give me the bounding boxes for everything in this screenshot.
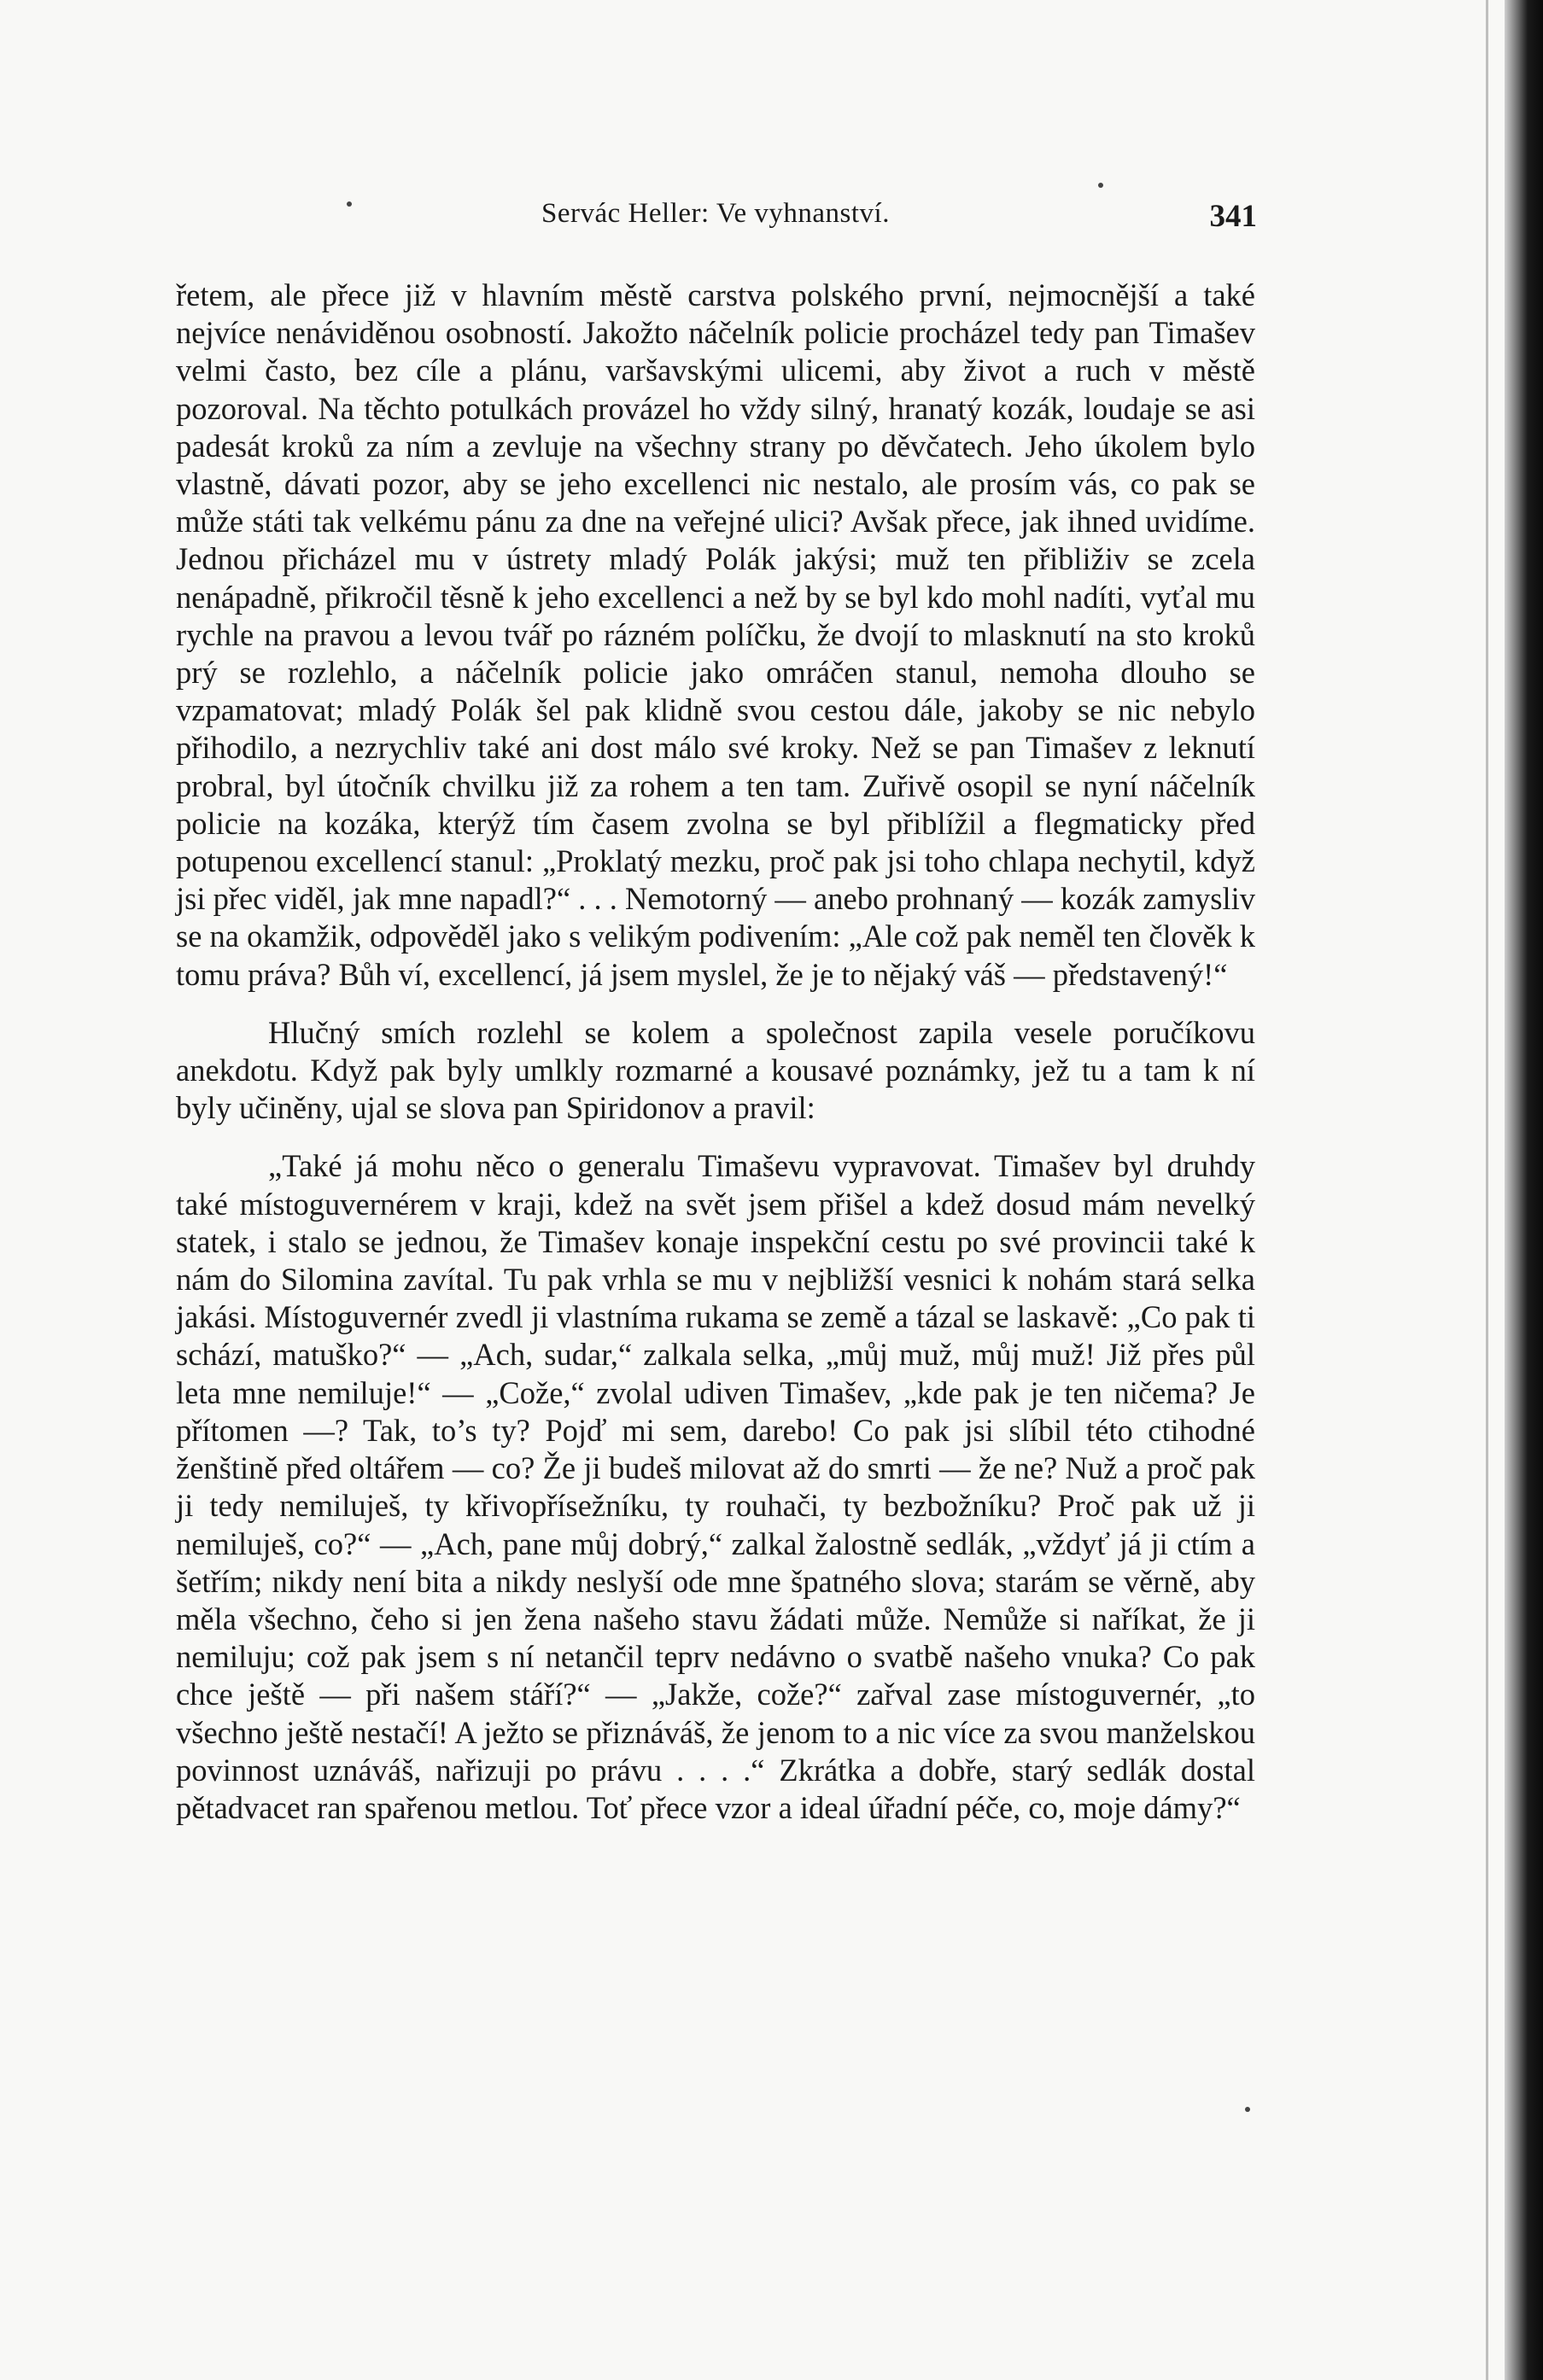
body-text [176,277,1255,1827]
speck-dot [1098,183,1103,188]
paragraph: Hlučný smích rozlehl se kolem a společnost zapila vesele poručíkovu anekdotu. Když pak byly umlkly rozmarné a kousavé poznámky, jež tu a tam k ní byly učiněny, ujal se slova pan Spiridonov a pravil: [176,1014,1255,1126]
paragraph-gap [176,1127,1255,1147]
running-header [174,198,1257,241]
page-edge-line [1486,0,1488,2380]
header-title: Servác Heller: Ve vyhnanství. [541,198,890,229]
paragraph-gap [176,994,1255,1014]
book-spine-shadow [1505,0,1543,2380]
paragraph-continued: řetem, ale přece již v hlavním městě carstva polského první, nejmocnější a také nejvíce nenáviděnou osobností. Jakožto náčelník policie procházel tedy pan Timašev velmi často, bez cíle a plánu, varšavskými ulicemi, aby život a ruch v městě pozoroval. Na těchto potulkách provázel ho vždy silný, hranatý kozák, loudaje se asi padesát kroků za ním a zevluje na všechny strany po děvčatech. Jeho úkolem bylo vlastně, dávati pozor, aby se jeho excellenci nic nestalo, ale prosím vás, co pak se může státi tak velkému pánu za dne na veřejné ulici? Avšak přece, jak ihned uvidíme. Jednou přicházel mu v ústrety mladý Polák jakýsi; muž ten přibliživ se zcela nenápadně, přikročil těsně k jeho excellenci a než by se byl kdo mohl nadíti, vyťal mu rychle na pravou a levou tvář po rázném políčku, že dvojí to mlasknutí na sto kroků prý se rozlehlo, a náčelník policie jako omráčen stanul, nemoha dlouho se vzpamatovat; mladý Polák šel pak klidně svou cestou dále, jakoby se nic nebylo přihodilo, a nezrychliv také ani dost málo své kroky. Než se pan Timašev z leknutí probral, byl útočník chvilku již za rohem a ten tam. Zuřivě osopil se nyní náčelník policie na kozáka, kterýž tím časem zvolna se byl přiblížil a flegmaticky před potupenou excellencí stanul: „Proklatý mezku, proč pak jsi toho chlapa nechytil, když jsi přec viděl, jak mne napadl?“ . . . Nemotorný — anebo prohnaný — kozák zamysliv se na okamžik, odpověděl jako s velikým podivením: „Ale což pak neměl ten člověk k tomu práva? Bůh ví, excellencí, já jsem myslel, že je to nějaký váš — představený!“ [176,277,1255,992]
page-number: 341 [1209,199,1257,234]
speck-dot [1245,2107,1250,2112]
paragraph: „Také já mohu něco o generalu Timaševu vypravovat. Timašev byl druhdy také místoguvernérem v kraji, kdež na svět jsem přišel a kdež dosud mám nevelký statek, i stalo se jednou, že Timašev konaje inspekční cestu po své provincii také k nám do Silomina zavítal. Tu pak vrhla se mu v nejbližší vesnici k nohám stará selka jakási. Místoguvernér zvedl ji vlastníma rukama se země a tázal se laskavě: „Co pak ti schází, matuško?“ — „Ach, sudar,“ zalkala selka, „můj muž, můj muž! Již přes půl leta mne nemiluje!“ — „Cože,“ zvolal udiven Timašev, „kde pak je ten ničema? Je přítomen —? Tak, to’s ty? Pojď mi sem, darebo! Co pak jsi slíbil této ctihodné ženštině před oltářem — co? Že ji budeš milovat až do smrti — že ne? Nuž a proč pak ji tedy nemiluješ, ty křivopřísežníku, ty rouhači, ty bezbožníku? Proč pak už ji nemiluješ, co?“ — „Ach, pane můj dobrý,“ zalkal žalostně sedlák, „vždyť já ji ctím a šetřím; nikdy není bita a nikdy neslyší ode mne špatného slova; starám se věrně, aby měla všechno, čeho si jen žena našeho stavu žádati může. Nemůže si naříkat, že ji nemiluju; což pak jsem s ní netančil teprv nedávno o svatbě našeho vnuka? Co pak chce ještě — při našem stáří?“ — „Jakže, cože?“ zařval zase místoguvernér, „to všechno ještě nestačí! A ježto se přiznáváš, že jenom to a nic více za svou manželskou povinnost uznáváš, nařizuji po právu . . . .“ Zkrátka a dobře, starý sedlák dostal pětadvacet ran spařenou metlou. Toť přece vzor a ideal úřadní péče, co, moje dámy?“ [176,1148,1255,1825]
